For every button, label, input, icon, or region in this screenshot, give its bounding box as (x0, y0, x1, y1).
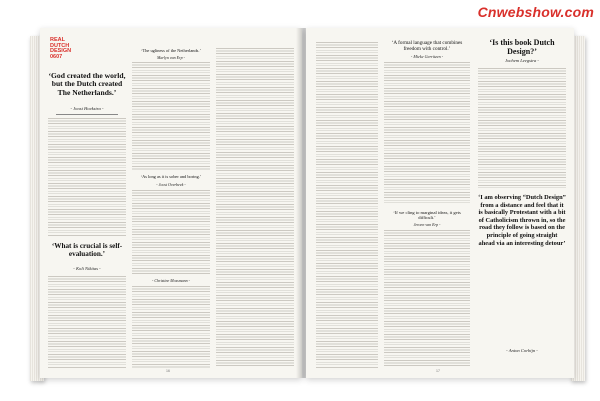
right-quote-observing-dutch-design: ‘I am observing “Dutch Design” from a distance and feel that it is basically Protestant with a bit of Catholicism thrown in, so the road they follow is based on the principle of going straight ahead via an interesting detour’ (478, 194, 566, 247)
left-col-2-text (132, 62, 210, 170)
right-attr-corbijn: - Anton Corbijn - (506, 348, 538, 353)
left-col-1b-text (48, 276, 126, 368)
left-attr-mossmann: - Christine Mossmann - (152, 278, 190, 283)
right-col-1-text (316, 42, 378, 368)
left-attr-nikitas: - Koli Nikitas - (73, 266, 101, 271)
right-col-2-text (384, 62, 470, 204)
left-col-1-text (48, 118, 126, 236)
right-page-number: 17 (436, 369, 440, 373)
left-attr-hoekstra: - Joost Hoekstra - (70, 106, 104, 111)
watermark-text: Cnwebshow.com (477, 4, 594, 20)
right-attr-jeroen-van-erp: Jeroen van Erp - (413, 222, 441, 227)
right-quote-is-this-dutch: ‘Is this book Dutch Design?’ (489, 38, 555, 56)
right-page (306, 28, 574, 378)
left-attr-van-erp: Marlyn van Erp - (157, 55, 185, 60)
book-logo: REAL DUTCH DESIGN 0607 (50, 37, 72, 60)
left-quote-god-created: ‘God created the world, but the Dutch created The Netherlands.’ (48, 71, 126, 97)
left-col-3-text (216, 48, 294, 368)
left-col-2b-text (132, 190, 210, 274)
left-quote-self-evaluation: ‘What is crucial is self-evaluation.’ (51, 242, 123, 258)
right-quote-marginal-ideas: ‘If we cling to marginal ideas, it gets difficult.’ (393, 210, 461, 221)
left-page-number: 16 (166, 369, 170, 373)
open-book (30, 28, 585, 383)
right-quote-formal-language: ‘A formal language that combines freedom with control.’ (391, 40, 463, 52)
right-col-3-text (478, 68, 566, 188)
left-page (40, 28, 302, 378)
right-attr-leegstra: Jochem Leegstra - (505, 58, 539, 63)
left-quote-ugliness: ‘The ugliness of the Netherlands.’ (141, 48, 201, 53)
left-rule-1 (56, 114, 118, 115)
left-attr-overbeek: - Joost Overbeek - (156, 182, 186, 187)
left-quote-sober-boring: ‘As long as it is sober and boring.’ (140, 174, 202, 179)
right-col-2b-text (384, 230, 470, 368)
right-attr-gerritzen: - Mieke Gerritzen - (410, 54, 444, 59)
left-col-2c-text (132, 286, 210, 368)
